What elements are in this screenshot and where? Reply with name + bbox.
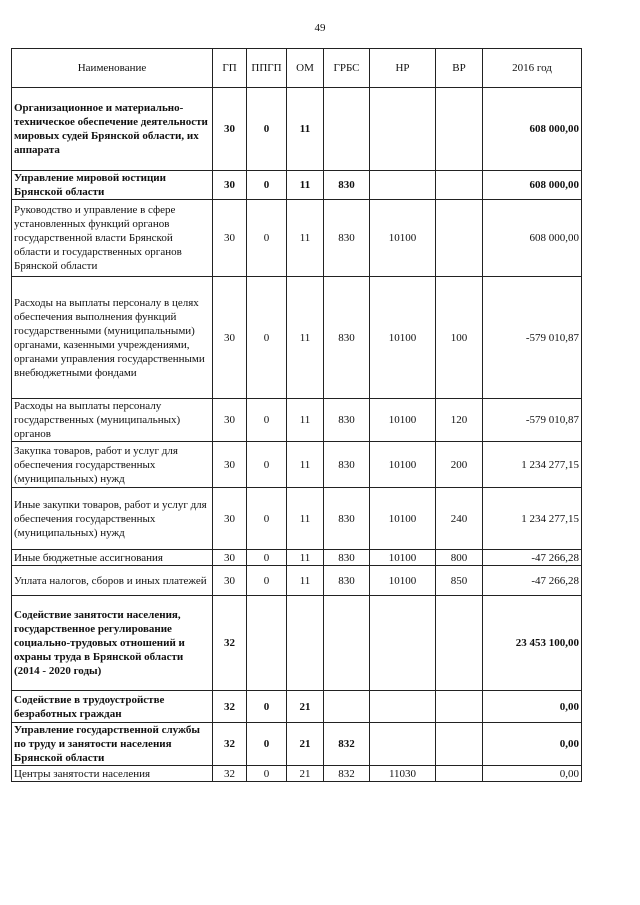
page-number: 49	[314, 22, 326, 34]
row-nr	[370, 171, 436, 200]
row-name: Расходы на выплаты персоналу государственных (муниципальных) органов	[12, 399, 213, 442]
row-amount: 608 000,00	[483, 200, 582, 277]
row-name: Организационное и материально-техническое обеспечение деятельности мировых судей Брянской области, их аппарата	[12, 88, 213, 171]
table-row	[12, 442, 582, 488]
row-grbs: 830	[324, 200, 370, 277]
row-amount: 23 453 100,00	[483, 596, 582, 691]
row-nr: 10100	[370, 200, 436, 277]
row-ppgp: 0	[247, 200, 287, 277]
row-name: Содействие в трудоустройстве безработных граждан	[12, 691, 213, 723]
row-grbs: 832	[324, 766, 370, 782]
row-om	[287, 596, 324, 691]
row-grbs: 830	[324, 566, 370, 596]
row-amount: 608 000,00	[483, 88, 582, 171]
row-amount: -47 266,28	[483, 566, 582, 596]
row-nr	[370, 596, 436, 691]
row-ppgp: 0	[247, 277, 287, 399]
row-vr	[436, 200, 483, 277]
row-nr: 10100	[370, 566, 436, 596]
row-amount: 0,00	[483, 766, 582, 782]
row-nr	[370, 723, 436, 766]
row-nr	[370, 88, 436, 171]
header-name: Наименование	[12, 49, 213, 88]
row-om: 11	[287, 566, 324, 596]
row-name: Управление мировой юстиции Брянской области	[12, 171, 213, 200]
header-nr: НР	[370, 49, 436, 88]
table-row	[12, 171, 582, 200]
header-gp: ГП	[213, 49, 247, 88]
row-gp: 30	[213, 171, 247, 200]
row-name: Закупка товаров, работ и услуг для обеспечения государственных (муниципальных) нужд	[12, 442, 213, 488]
row-vr	[436, 766, 483, 782]
table-row	[12, 723, 582, 766]
row-grbs: 830	[324, 442, 370, 488]
header-om: ОМ	[287, 49, 324, 88]
row-ppgp: 0	[247, 399, 287, 442]
row-grbs: 830	[324, 277, 370, 399]
row-grbs: 830	[324, 399, 370, 442]
row-om: 11	[287, 550, 324, 566]
table-row	[12, 88, 582, 171]
row-ppgp: 0	[247, 691, 287, 723]
header-ppgp: ППГП	[247, 49, 287, 88]
row-name: Уплата налогов, сборов и иных платежей	[12, 566, 213, 596]
row-vr	[436, 691, 483, 723]
row-gp: 32	[213, 723, 247, 766]
header-vr: ВР	[436, 49, 483, 88]
row-gp: 30	[213, 488, 247, 550]
row-amount: -579 010,87	[483, 277, 582, 399]
row-ppgp: 0	[247, 550, 287, 566]
row-amount: 1 234 277,15	[483, 442, 582, 488]
row-gp: 32	[213, 766, 247, 782]
row-om: 11	[287, 171, 324, 200]
table-row	[12, 596, 582, 691]
row-grbs: 830	[324, 488, 370, 550]
table-row	[12, 488, 582, 550]
row-gp: 32	[213, 691, 247, 723]
row-nr: 10100	[370, 277, 436, 399]
row-name: Центры занятости населения	[12, 766, 213, 782]
table-row	[12, 566, 582, 596]
budget-table	[11, 48, 582, 782]
row-vr: 850	[436, 566, 483, 596]
header-row	[12, 49, 582, 88]
row-om: 11	[287, 200, 324, 277]
row-nr: 10100	[370, 550, 436, 566]
table-row	[12, 550, 582, 566]
table-row	[12, 200, 582, 277]
row-om: 11	[287, 488, 324, 550]
row-gp: 32	[213, 596, 247, 691]
row-name: Иные закупки товаров, работ и услуг для обеспечения государственных (муниципальных) нужд	[12, 488, 213, 550]
row-amount: 608 000,00	[483, 171, 582, 200]
row-vr: 200	[436, 442, 483, 488]
row-nr: 11030	[370, 766, 436, 782]
row-vr: 120	[436, 399, 483, 442]
row-vr	[436, 596, 483, 691]
row-grbs: 830	[324, 550, 370, 566]
row-om: 11	[287, 399, 324, 442]
row-nr	[370, 691, 436, 723]
table-row	[12, 399, 582, 442]
row-vr	[436, 723, 483, 766]
row-name: Содействие занятости населения, государственное регулирование социально-трудовых отношений и охраны труда в Брянской области (2014 - 2020 годы)	[12, 596, 213, 691]
row-ppgp: 0	[247, 488, 287, 550]
row-om: 11	[287, 442, 324, 488]
row-vr	[436, 171, 483, 200]
row-amount: 0,00	[483, 723, 582, 766]
row-gp: 30	[213, 200, 247, 277]
row-gp: 30	[213, 550, 247, 566]
row-amount: 1 234 277,15	[483, 488, 582, 550]
row-amount: -47 266,28	[483, 550, 582, 566]
row-ppgp: 0	[247, 766, 287, 782]
row-nr: 10100	[370, 488, 436, 550]
row-ppgp: 0	[247, 723, 287, 766]
row-grbs	[324, 596, 370, 691]
row-nr: 10100	[370, 442, 436, 488]
row-om: 21	[287, 766, 324, 782]
row-ppgp: 0	[247, 171, 287, 200]
row-ppgp: 0	[247, 566, 287, 596]
row-vr: 800	[436, 550, 483, 566]
row-amount: 0,00	[483, 691, 582, 723]
row-gp: 30	[213, 277, 247, 399]
row-vr	[436, 88, 483, 171]
row-gp: 30	[213, 399, 247, 442]
row-grbs	[324, 88, 370, 171]
header-grbs: ГРБС	[324, 49, 370, 88]
row-gp: 30	[213, 566, 247, 596]
table-row	[12, 277, 582, 399]
row-gp: 30	[213, 442, 247, 488]
row-gp: 30	[213, 88, 247, 171]
table-row	[12, 766, 582, 782]
row-grbs	[324, 691, 370, 723]
row-om: 11	[287, 88, 324, 171]
table-row	[12, 691, 582, 723]
row-vr: 240	[436, 488, 483, 550]
row-ppgp	[247, 596, 287, 691]
row-grbs: 830	[324, 171, 370, 200]
row-name: Управление государственной службы по труду и занятости населения Брянской области	[12, 723, 213, 766]
row-ppgp: 0	[247, 88, 287, 171]
row-name: Расходы на выплаты персоналу в целях обеспечения выполнения функций государственными (муниципальными) органами, казенными учреждениями, органами управления государственными внебюджетными фондами	[12, 277, 213, 399]
row-name: Иные бюджетные ассигнования	[12, 550, 213, 566]
row-name: Руководство и управление в сфере установленных функций органов государственной власти Брянской области и государственных органов Брянской области	[12, 200, 213, 277]
row-om: 11	[287, 277, 324, 399]
row-ppgp: 0	[247, 442, 287, 488]
row-om: 21	[287, 723, 324, 766]
row-nr: 10100	[370, 399, 436, 442]
row-grbs: 832	[324, 723, 370, 766]
header-year: 2016 год	[483, 49, 582, 88]
row-vr: 100	[436, 277, 483, 399]
row-amount: -579 010,87	[483, 399, 582, 442]
row-om: 21	[287, 691, 324, 723]
